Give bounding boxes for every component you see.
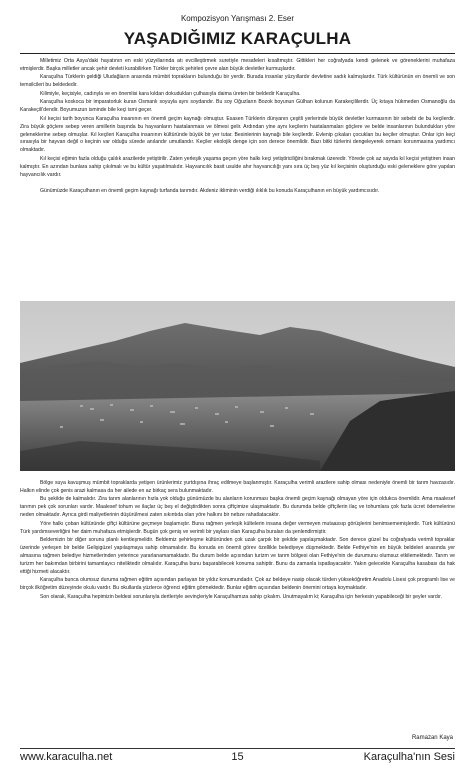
magazine-name: Karaçulha'nın Sesi xyxy=(363,751,455,763)
paragraph: Kıl keçisi tarih boyunca Karaçulha insanının en önemli geçim kaynağı olmuştur. Esasen Türklerin dünyanın çeşitli yerlerinde büyük devletler kurmasının bir sebebi de bu keçilerdir. Zira büyük göçlere sebep veren amillerin başında bu hayvanların hastalanması ve ölmesi gelir. Ardından yine aynı keçilerin hastalanmaları göçlere ve belde insanlarının bulundukları yöre geleneklerine sebep olmuşlar. Kıl keçileri Karaçulha insanının kültüründe büyük bir yer tutar. Besinlerinin kaynağı bile keçilerdir. Evlenip çıkaları çocukları bu keçiler olmuştur. Onlar için keçi sırasıyla bir hayvan değil o keçinin var olduğu sürede anılandır umutlandır. Keçiler ekolojik denge için son derece önemlidir. Bazı bitki türlerini dengeleyerek ormanı korunmasına yardımcı olmaktadır. xyxy=(20,115,455,154)
paragraph: Karaçulha bunca olumsuz duruma rağmen eğitim açısından parlayan bir yıldız konumundadır. Çok az beldeye nasip olacak türden yükseköğretim Anadolu Lisesi çok programlı lise ve birçok ilköğretim düzeyinde okulu vardır. Bu okullarda yüzlerce öğrenci eğitim görmektedir. Bunlar eğitim açısından beldenin önemini ortaya koymaktadır. xyxy=(20,577,455,592)
landscape-photo xyxy=(20,301,455,471)
paragraph: Kilimiyle, keçisiyle, cadınyla ve en önemlisi kara kıldan dokudukları çulhasıyla daima üreten bir beldedir Karaçulha. xyxy=(40,90,301,97)
article-body-top xyxy=(20,58,455,196)
paragraph: Beldemizin bir diğer sorunu planlı kentleşmelidir. Beldemiz şehirleşme kültüründen çok uzak çarpık bir şekilde yapılaşmaktadır. Son derece güzel bu coğrafyada verimli topraklar üzerinde yerleşen bir belde Gelişigüzel yapılaşmaya sahip olmamalıdır. Bu konuda en önemli görev özellikle belediyeye düşmektedir. Belde Fethiye'nin en büyük beldeleri arasında yer almasına rağmen belediye hizmetlerinden yeterince yararlanamamaktadır. Bu durum belde açısından turizm ve tarım bölgesi olan Fethiye'nin de durumunu olumsuz etkilemektedir. Tarım ve turizm her bakımdan birbirini tamamlayıcı niteliktedir olmalıdır. Karaçulha bunu başarabilecek konuma sahiptir. Bunu da zamanla ispatlayacaktır. Yakın gelecekte Karaçulha kasabası da hak ettiği hizmeti alacaktır. xyxy=(20,537,455,575)
paragraph: Milletimiz Orta Asya'daki hayatının en eski yüzyıllarında atı evcilleştirmek suretiyle mesafeleri kısaltmıştır. Gittikleri her coğrafyada kendi gelenek ve göreneklerini muhafaza etmişlerdir. Başka milletler ancak şehir devleti kurabilirken Türkler birçok şehirleri çevre alan büyük devletler kurmuşlardır. xyxy=(20,58,455,72)
footer-divider xyxy=(20,748,455,749)
landscape-image xyxy=(20,301,455,471)
title-divider xyxy=(20,53,455,54)
page-number: 15 xyxy=(231,751,244,763)
author-name: Ramazan Kaya xyxy=(411,735,453,741)
paragraph: Günümüzde Karaçulhanın en önemli geçim kaynağı turfanda tarımdır. Akdeniz ikliminin verdiği ılıklık bu konuda Karaçulhanın en büyük yardımcısıdır. xyxy=(40,187,380,194)
paragraph: Bölge suya kavuşmuş mümbit topraklarda yetişen ürünlerimiz yurtdışına ihraç edilmeye başlanmıştır. Karaçulha verimli arazilere sahip olması nedeniyle önemli bir tarım havzasıdır. Halkın elinde çok genis arazi kalmasa da her ailede en az birkaç sera bulunmaktadır. xyxy=(20,480,455,494)
paragraph: Yöre halkı çoban kültüründe çiftçi kültürüne geçmeye başlamıştır. Buna rağmen yerleşik kültelerin insana değer vermeyen mutaassıp görüşlerini benimsememişlerdir. Türk kültürünü Türk yardımseverliğini her daim muhafaza etmişlerdir. Bugün çok geniş ve verimli bir yaylası olan Karaçulha buraları da şenlendirmiştir. xyxy=(20,520,455,535)
paragraph: Karaçulha koskoca bir imparatorluk kuran Osmanlı soyuyla aynı soydandır. Bu soy Oğuzların Bozok boyunun Gülhan kolunun Karakeçililerdir. Üç kıtaya hükmeden Osmanoğlu da Karakeçili'dendir. Boyumuzun isminde bile keçi ismi geçer. xyxy=(20,99,455,114)
paragraph: Son olarak, Karaçulha hepimizin beldesi sorunlarıyla dertleriyle sevinçleriyle Karaçulhamıza sahip çıkalım. Unutmayalım ki; Karaçulha için herkesin yapabileceği bir şeyler vardır. xyxy=(40,593,443,600)
website-link[interactable]: www.karaculha.net xyxy=(20,751,113,763)
paragraph-spacer xyxy=(20,180,455,187)
paragraph: Kıl keçisi eğimin fazla olduğu çalılık arazilerde yetiştirilir. Zaten yerleşik yaşama geçen yöre halkı keçi yetiştiriciliğini bırakmak üzeredir. Yörede çok az sayıda kıl keçisi yetiştiren insan kalmıştır. En azından bunlara sahip çıkılmalı ve bu kültür yaşatılmalıdır. Hayvancılık basit usulde ahır hayvancılığı yanı sıra üç beş yüz kıl keçisinin oluşturduğu eski geleneklere göre yapılan hayvancılık vardır. xyxy=(20,155,455,178)
paragraph: Bu şekilde de kalmalıdır. Zira tarım alanlarının hızla yok olduğu günümüzde bu alanların korunması başka önemli geçim kaynağı olmayan yöre için oldukca önemlidir. Ama maalesef tarımın pek çok sorunları vardır. Maalesef tohum ve ilaçlar üç beş el değiştirdikten sonra çiftçimize ulaşmaktadır. Bu durumda belde çiftçilerin ilaç ve tohumlara çok fazla ücret ödemelerine neden olmaktadır. Ayrıca girdi maliyetlerinin düşürülmesi zaten sıkıntıda olan yöre halkını bir nebze rahatlatacaktır. xyxy=(20,496,455,519)
competition-subtitle: Kompozisyon Yarışması 2. Eser xyxy=(180,14,295,23)
article-title: YAŞADIĞIMIZ KARAÇULHA xyxy=(123,29,352,48)
page-footer xyxy=(20,751,455,765)
article-body-bottom xyxy=(20,480,455,602)
paragraph: Karaçulha Türklerin geldiği Uludağların arasında mümbit toprakların bulunduğu bir yerdir. Burada insanlar yüzyıllardır devletine sadık kalmışlardır. Türk kültürünün en önemli ve son temsilcileri bu beldededir. xyxy=(20,74,455,89)
